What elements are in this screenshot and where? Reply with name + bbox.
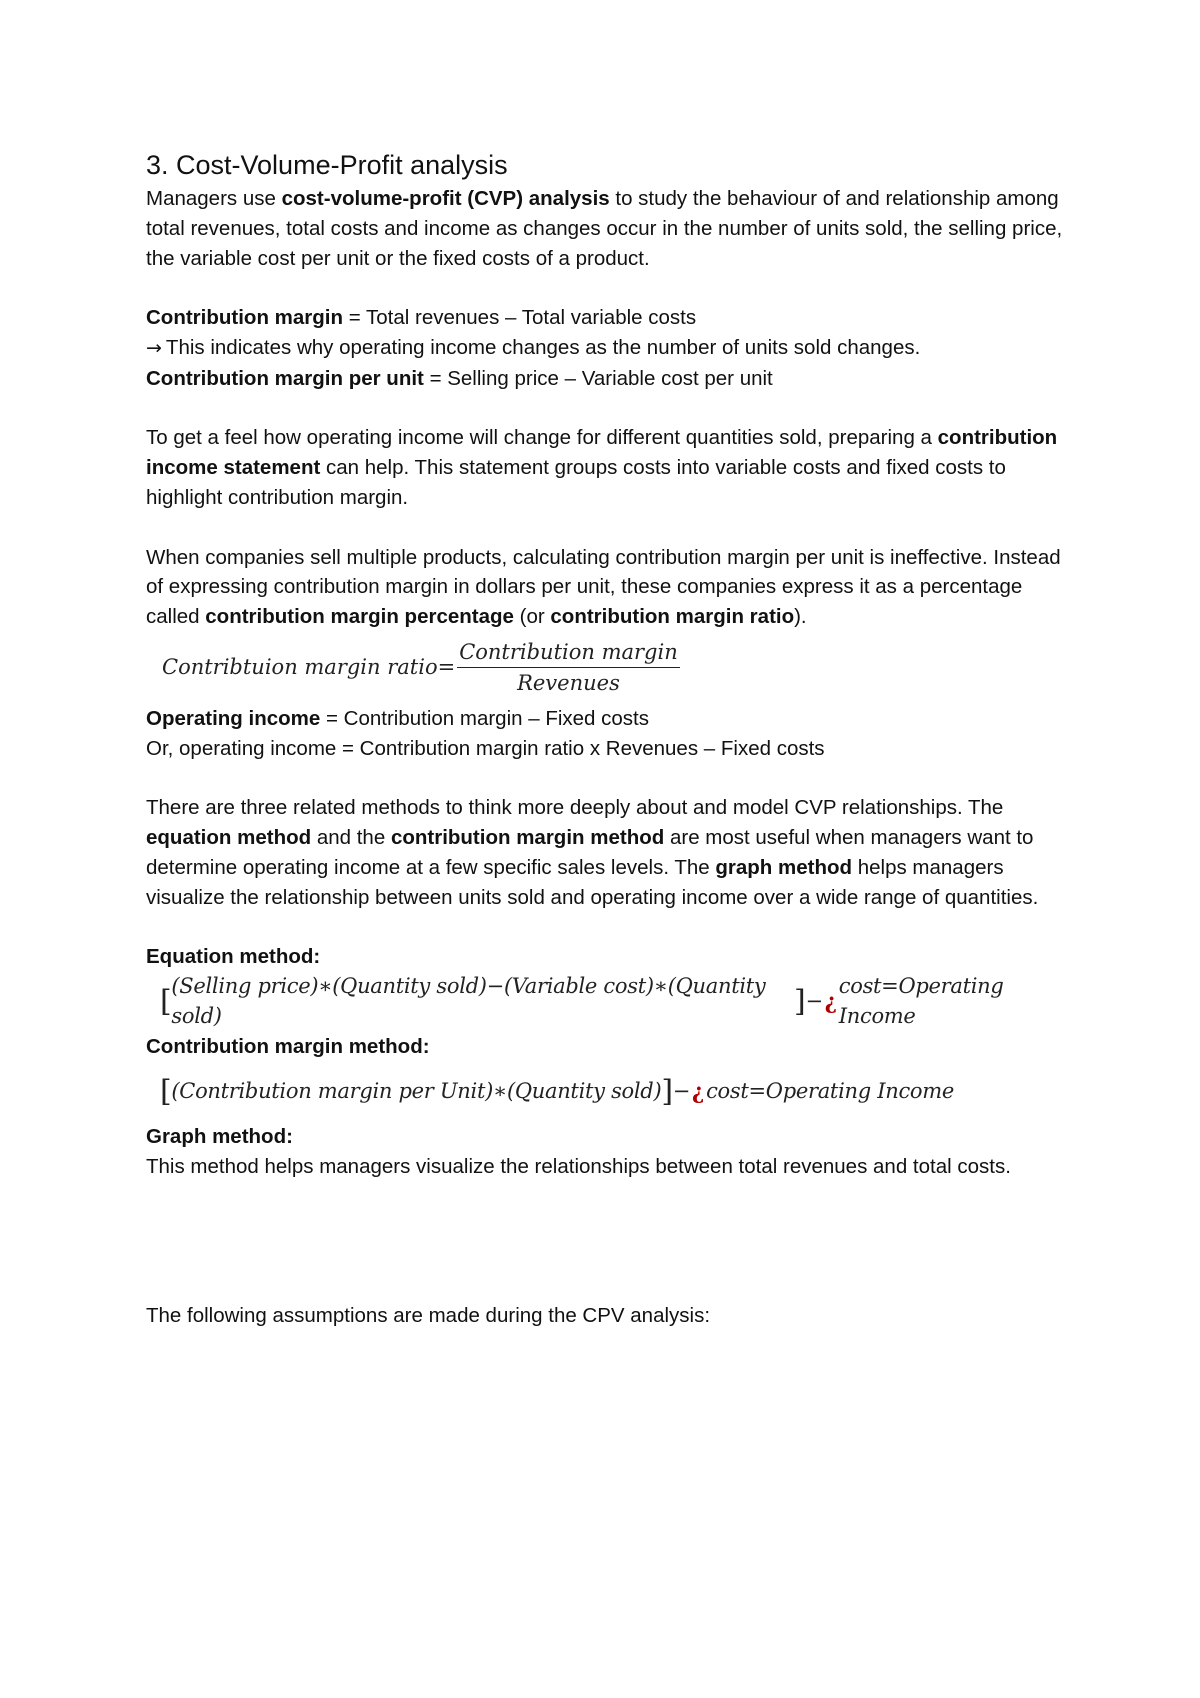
equation-method-term: equation method — [146, 826, 312, 850]
graph-method-heading: Graph method: — [146, 1124, 293, 1148]
ratio-lhs: Contribtuion margin ratio= — [162, 655, 456, 680]
operating-income-term: Operating income — [146, 706, 321, 730]
cm-method-label — [146, 1032, 1076, 1062]
eq-close-bracket: ] — [794, 984, 806, 1020]
cm-formula: = Total revenues – Total variable costs — [343, 306, 697, 330]
ratio-fraction — [457, 639, 680, 696]
methods-t3: are most useful when managers want to determine operating income at a few specific sales levels. The — [146, 826, 1034, 879]
statement-post: can help. This statement groups costs into variable costs and fixed costs to highlight contribution margin. — [146, 456, 1006, 509]
intro-paragraph — [146, 184, 1076, 273]
ratio-denominator: Revenues — [517, 671, 620, 696]
eq-open-bracket: [ — [160, 984, 172, 1020]
ratio-numerator: Contribution margin — [457, 639, 680, 668]
multiple-mid: (or — [513, 605, 551, 629]
eq-part2: cost=Operating Income — [838, 974, 1004, 1029]
graph-method-text: This method helps managers visualize the relationships between total revenues and total costs. — [146, 1154, 1011, 1178]
cm-per-unit-term: Contribution margin per unit — [146, 366, 424, 390]
intro-term: cost-volume-profit (CVP) analysis — [281, 187, 610, 210]
eq-minus: − — [805, 989, 823, 1014]
cm-part2: cost=Operating Income — [706, 1079, 954, 1104]
multiple-pre: When companies sell multiple products, calculating contribution margin per unit is ineffective. Instead of expressing contribution margin in dollars per unit, these companies express it as a percentage called — [146, 545, 1061, 629]
statement-paragraph — [146, 423, 1076, 512]
cm-open-bracket: [ — [160, 1073, 172, 1109]
cm-method-term: contribution margin method — [390, 826, 665, 850]
methods-t1: There are three related methods to think more deeply about and model CVP relationships. The — [146, 796, 1004, 820]
equation-method-heading: Equation method: — [146, 945, 321, 969]
intro-pre: Managers use — [146, 187, 282, 210]
cm-method-formula — [160, 1062, 1076, 1122]
eq-part1: (Selling price)∗(Quantity sold)−(Variable cost)∗(Quantity sold) — [171, 974, 766, 1029]
equation-method-formula — [160, 972, 1076, 1032]
cm-note — [146, 333, 1076, 364]
cm-percentage-term: contribution margin percentage — [205, 605, 514, 629]
section-heading: 3. Cost-Volume-Profit analysis — [146, 150, 508, 180]
cm-close-bracket: ] — [661, 1073, 673, 1109]
assumptions-intro: The following assumptions are made during the CPV analysis: — [146, 1303, 711, 1327]
statement-term: contribution income statement — [146, 426, 1058, 480]
methods-t4: helps managers visualize the relationship between units sold and operating income over a wide range of quantities. — [146, 855, 1039, 909]
operating-income-alt: Or, operating income = Contribution margin ratio x Revenues – Fixed costs — [146, 736, 825, 760]
cm-inverted-question: ¿ — [692, 1079, 705, 1105]
cm-term: Contribution margin — [146, 306, 344, 330]
cm-ratio-formula — [162, 632, 1076, 704]
contribution-margin-definition — [146, 303, 1076, 333]
cm-part1: (Contribution margin per Unit)∗(Quantity sold) — [171, 1079, 662, 1104]
methods-t2: and the — [311, 826, 391, 850]
cm-minus: − — [672, 1079, 691, 1104]
cm-ratio-term: contribution margin ratio — [550, 605, 795, 629]
operating-income-formula: = Contribution margin – Fixed costs — [320, 706, 650, 730]
cm-per-unit-definition — [146, 364, 1076, 394]
arrow-right-icon: → — [146, 336, 162, 359]
graph-method-label — [146, 1122, 1076, 1152]
eq-inverted-question: ¿ — [824, 989, 837, 1015]
equation-method-label — [146, 942, 1076, 972]
cm-per-unit-formula: = Selling price – Variable cost per unit — [423, 366, 773, 390]
statement-pre: To get a feel how operating income will change for different quantities sold, preparing a — [146, 426, 938, 450]
multiple-post: ). — [794, 605, 807, 629]
intro-post: to study the behaviour of and relationship among total revenues, total costs and income as changes occur in the number of units sold, the selling price, the variable cost per unit or the fixed costs of a product. — [146, 187, 1063, 270]
cm-method-colon: : — [422, 1035, 430, 1059]
multiple-products-paragraph — [146, 543, 1076, 632]
cm-method-heading: Contribution margin method — [146, 1035, 423, 1059]
operating-income-definition — [146, 704, 1076, 734]
graph-method-term: graph method — [715, 855, 853, 879]
methods-paragraph — [146, 793, 1076, 912]
cm-note-text: This indicates why operating income changes as the number of units sold changes. — [165, 335, 921, 359]
document-page — [146, 148, 1076, 1330]
